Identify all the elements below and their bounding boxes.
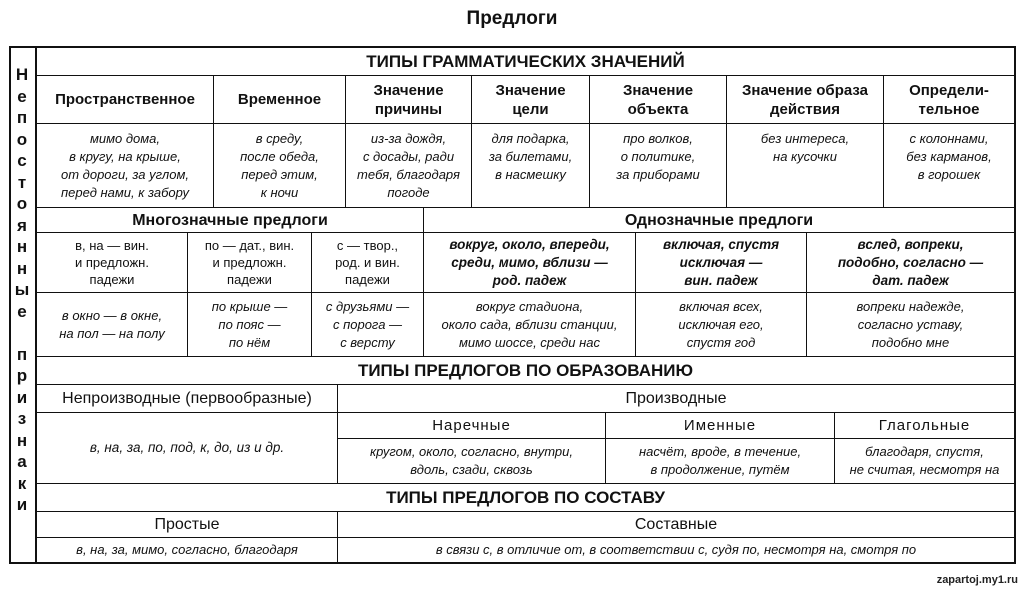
side-letter: и [16,495,28,514]
multi-rule-cell: по — дат., вин. и предложн. падежи [187,233,311,293]
derived-type-examples: благодаря, спустя, не считая, несмотря на [834,439,1014,483]
multi-meaning-header: Многозначные предлоги [37,207,423,233]
meaning-examples-cell: для подарка, за билетами, в насмешку [471,124,589,207]
derived-type-label: Именные [605,413,834,439]
meaning-column-header: Временное [213,76,345,124]
compound-label: Составные [337,512,1014,538]
meaning-column-header: Значение объекта [589,76,726,124]
primary-label: Непроизводные (первообразные) [37,385,337,413]
side-letter: з [17,409,27,428]
meaning-column-header: Значение образа действия [726,76,883,124]
single-rule-cell: вслед, вопреки, подобно, согласно — дат. падеж [806,233,1014,293]
side-letter [9,322,35,344]
side-letter: е [17,301,27,321]
side-letter: о [16,194,28,213]
derived-type-examples: кругом, около, согласно, внутри, вдоль, сзади, сквозь [337,439,605,483]
derived-label: Производные [337,385,1014,413]
meaning-column-header: Пространственное [37,76,213,124]
single-example-cell: включая всех, исключая его, спустя год [635,293,806,356]
compound-examples: в связи с, в отличие от, в соответствии с, судя по, несмотря на, смотря по [337,538,1014,562]
meaning-column-header: Значение цели [471,76,589,124]
side-letter: я [17,215,27,235]
side-letter: с [17,151,27,170]
formation-header: ТИПЫ ПРЕДЛОГОВ ПО ОБРАЗОВАНИЮ [37,356,1014,385]
side-letter: п [16,108,28,127]
simple-label: Простые [37,512,337,538]
side-label-column [9,46,37,564]
side-letter: е [17,86,27,106]
side-label [9,64,35,516]
single-example-cell: вокруг стадиона, около сада, вблизи станции, мимо шоссе, среди нас [423,293,635,356]
side-letter: а [17,452,27,471]
meaning-column-header: Определи- тельное [883,76,1014,124]
multi-example-cell: по крыше — по пояс — по нём [187,293,311,356]
single-rule-cell: включая, спустя исключая — вин. падеж [635,233,806,293]
side-letter: п [16,344,28,364]
meaning-examples-cell: с колоннами, без карманов, в горошек [883,124,1014,207]
side-letter: р [16,366,28,385]
simple-examples: в, на, за, мимо, согласно, благодаря [76,542,298,557]
side-letter: и [16,387,28,407]
derived-type-label: Глагольные [834,413,1014,439]
side-letter: н [16,258,28,278]
multi-example-cell: с друзьями — с порога — с версту [311,293,423,356]
side-letter: ы [14,280,30,299]
meaning-examples-cell: из-за дождя, с досады, ради тебя, благодаря погоде [345,124,471,207]
side-letter: н [16,430,28,450]
multi-rule-cell: в, на — вин. и предложн. падежи [37,233,187,293]
meaning-column-header: Значение причины [345,76,471,124]
meaning-examples-cell: без интереса, на кусочки [726,124,883,207]
meanings-header: ТИПЫ ГРАММАТИЧЕСКИХ ЗНАЧЕНИЙ [37,48,1014,76]
side-letter: Н [15,65,29,84]
side-letter: н [16,237,28,256]
side-letter: т [17,172,27,192]
primary-examples: в, на, за, по, под, к, до, из и др. [89,440,285,455]
meaning-examples-cell: про волков, о политике, за приборами [589,124,726,207]
multi-example-cell: в окно — в окне, на пол — на полу [59,307,165,341]
composition-header: ТИПЫ ПРЕДЛОГОВ ПО СОСТАВУ [37,483,1014,512]
single-rule-cell: вокруг, около, впереди, среди, мимо, вблизи — род. падеж [423,233,635,293]
meaning-examples-cell: в среду, после обеда, перед этим, к ночи [213,124,345,207]
derived-type-label: Наречные [337,413,605,439]
derived-type-examples: насчёт, вроде, в течение, в продолжение, путём [605,439,834,483]
single-example-cell: вопреки надежде, согласно уставу, подобно мне [806,293,1014,356]
single-meaning-header: Однозначные предлоги [423,207,1014,233]
multi-rule-cell: с — твор., род. и вин. падежи [311,233,423,293]
watermark: zapartoj.my1.ru [936,574,1018,586]
page-title: Предлоги [466,8,558,29]
meaning-examples-cell: мимо дома, в кругу, на крыше, от дороги, за углом, перед нами, к забору [60,131,189,200]
side-letter: о [16,129,28,149]
side-letter: к [17,473,27,493]
